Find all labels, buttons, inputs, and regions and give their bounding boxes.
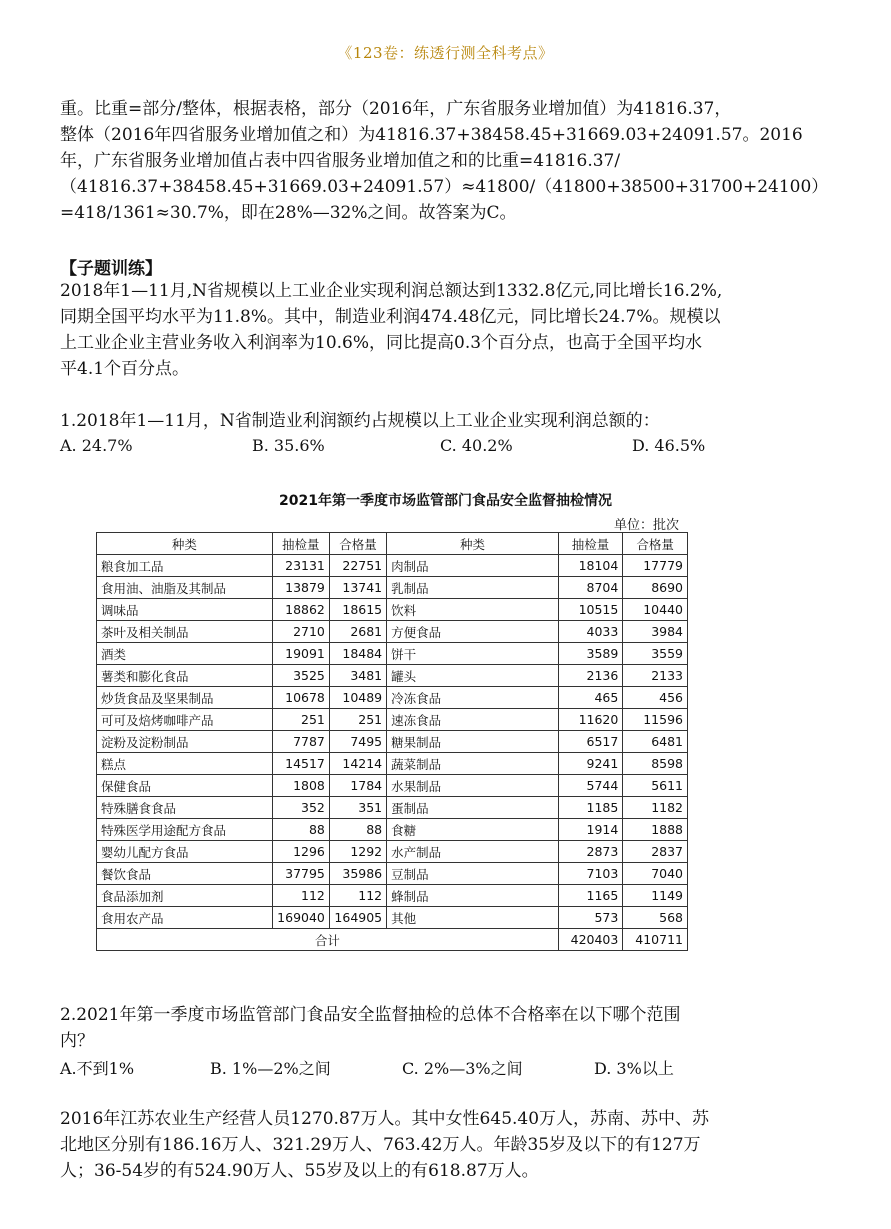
category-cell: 其他 [387, 907, 559, 929]
inspected-cell: 11620 [558, 709, 623, 731]
qualified-cell: 3481 [329, 665, 386, 687]
table-row [97, 841, 688, 863]
passage-line: 2018年1—11月,N省规模以上工业企业实现利润总额达到1332.8亿元,同比增长16.2%, [60, 281, 723, 301]
inspected-cell: 3589 [558, 643, 623, 665]
qualified-cell: 3559 [623, 643, 688, 665]
inspected-cell: 14517 [272, 753, 329, 775]
qualified-cell: 11596 [623, 709, 688, 731]
category-cell: 炒货食品及坚果制品 [97, 687, 273, 709]
passage-line: 2016年江苏农业生产经营人员1270.87万人。其中女性645.40万人，苏南、苏中、苏 [60, 1109, 710, 1129]
inspected-cell: 4033 [558, 621, 623, 643]
inspection-table [96, 532, 688, 951]
table-row [97, 709, 688, 731]
option-a[interactable]: A. 24.7% [60, 436, 133, 455]
category-cell: 饼干 [387, 643, 559, 665]
inspected-cell: 13879 [272, 577, 329, 599]
inspected-cell: 18862 [272, 599, 329, 621]
table-unit: 单位：批次 [614, 518, 680, 533]
passage-line: 北地区分别有186.16万人、321.29万人、763.42万人。年龄35岁及以下的有127万 [60, 1135, 701, 1155]
table-row [97, 665, 688, 687]
table-row [97, 753, 688, 775]
inspected-cell: 37795 [272, 863, 329, 885]
category-cell: 调味品 [97, 599, 273, 621]
inspected-cell: 10678 [272, 687, 329, 709]
category-cell: 肉制品 [387, 555, 559, 577]
inspected-cell: 88 [272, 819, 329, 841]
qualified-cell: 6481 [623, 731, 688, 753]
inspected-cell: 251 [272, 709, 329, 731]
category-cell: 食品添加剂 [97, 885, 273, 907]
inspected-cell: 1808 [272, 775, 329, 797]
table-row [97, 863, 688, 885]
qualified-cell: 8690 [623, 577, 688, 599]
header-inspected: 抽检量 [558, 533, 623, 555]
header-category: 种类 [97, 533, 273, 555]
qualified-cell: 456 [623, 687, 688, 709]
inspected-cell: 9241 [558, 753, 623, 775]
inspected-cell: 1296 [272, 841, 329, 863]
category-cell: 婴幼儿配方食品 [97, 841, 273, 863]
table-row [97, 643, 688, 665]
table-row [97, 885, 688, 907]
qualified-cell: 112 [329, 885, 386, 907]
category-cell: 乳制品 [387, 577, 559, 599]
inspected-cell: 10515 [558, 599, 623, 621]
table-title: 2021年第一季度市场监管部门食品安全监督抽检情况 [279, 493, 612, 509]
qualified-cell: 14214 [329, 753, 386, 775]
qualified-cell: 351 [329, 797, 386, 819]
category-cell: 水果制品 [387, 775, 559, 797]
header-qualified: 合格量 [623, 533, 688, 555]
category-cell: 粮食加工品 [97, 555, 273, 577]
category-cell: 特殊膳食食品 [97, 797, 273, 819]
question-2-stem-line: 2.2021年第一季度市场监管部门食品安全监督抽检的总体不合格率在以下哪个范围 [60, 1005, 681, 1025]
passage-line: 同期全国平均水平为11.8%。其中，制造业利润474.48亿元，同比增长24.7%。规模以 [60, 307, 721, 327]
qualified-cell: 2133 [623, 665, 688, 687]
category-cell: 特殊医学用途配方食品 [97, 819, 273, 841]
table-total-row [97, 929, 688, 951]
category-cell: 茶叶及相关制品 [97, 621, 273, 643]
question-2-options [60, 1056, 820, 1080]
book-header-title: 《123卷：练透行测全科考点》 [337, 44, 554, 62]
category-cell: 速冻食品 [387, 709, 559, 731]
qualified-cell: 1784 [329, 775, 386, 797]
option-b[interactable]: B. 1%—2%之间 [210, 1059, 331, 1078]
passage-line: 上工业企业主营业务收入利润率为10.6%，同比提高0.3个百分点，也高于全国平均水 [60, 333, 703, 353]
passage-line: 平4.1个百分点。 [60, 359, 190, 379]
category-cell: 食用农产品 [97, 907, 273, 929]
inspected-cell: 23131 [272, 555, 329, 577]
qualified-cell: 5611 [623, 775, 688, 797]
section-title: 【子题训练】 [60, 259, 162, 279]
table-row [97, 907, 688, 929]
category-cell: 糕点 [97, 753, 273, 775]
qualified-cell: 251 [329, 709, 386, 731]
qualified-cell: 1182 [623, 797, 688, 819]
qualified-cell: 7495 [329, 731, 386, 753]
option-a[interactable]: A.不到1% [60, 1059, 135, 1078]
question-1-options [60, 436, 820, 460]
qualified-cell: 568 [623, 907, 688, 929]
inspected-cell: 1185 [558, 797, 623, 819]
category-cell: 豆制品 [387, 863, 559, 885]
analysis-line: =418/1361≈30.7%，即在28%—32%之间。故答案为C。 [60, 203, 517, 223]
passage-line: 人；36-54岁的有524.90万人、55岁及以上的有618.87万人。 [60, 1161, 539, 1181]
inspected-cell: 7787 [272, 731, 329, 753]
inspected-cell: 8704 [558, 577, 623, 599]
inspected-cell: 18104 [558, 555, 623, 577]
option-c[interactable]: C. 2%—3%之间 [402, 1059, 523, 1078]
qualified-cell: 1292 [329, 841, 386, 863]
passage-1 [60, 278, 830, 382]
inspected-cell: 5744 [558, 775, 623, 797]
category-cell: 保健食品 [97, 775, 273, 797]
option-d[interactable]: D. 3%以上 [594, 1059, 674, 1078]
qualified-cell: 88 [329, 819, 386, 841]
question-2-stem-line: 内？ [60, 1031, 94, 1051]
analysis-paragraph [60, 96, 830, 226]
analysis-line: 年，广东省服务业增加值占表中四省服务业增加值之和的比重=41816.37/ [60, 151, 621, 171]
category-cell: 蔬菜制品 [387, 753, 559, 775]
qualified-cell: 17779 [623, 555, 688, 577]
qualified-cell: 18484 [329, 643, 386, 665]
category-cell: 淀粉及淀粉制品 [97, 731, 273, 753]
category-cell: 罐头 [387, 665, 559, 687]
analysis-line: 重。比重=部分/整体，根据表格，部分（2016年，广东省服务业增加值）为41816.37， [60, 99, 732, 119]
category-cell: 蛋制品 [387, 797, 559, 819]
inspected-cell: 2136 [558, 665, 623, 687]
category-cell: 饮料 [387, 599, 559, 621]
table-row [97, 555, 688, 577]
table-row [97, 599, 688, 621]
table-row [97, 775, 688, 797]
option-b[interactable]: B. 35.6% [252, 436, 325, 455]
header-category: 种类 [387, 533, 559, 555]
category-cell: 水产制品 [387, 841, 559, 863]
inspected-cell: 112 [272, 885, 329, 907]
table-row [97, 621, 688, 643]
table-row [97, 819, 688, 841]
inspected-cell: 6517 [558, 731, 623, 753]
inspected-cell: 465 [558, 687, 623, 709]
header-inspected: 抽检量 [272, 533, 329, 555]
qualified-cell: 164905 [329, 907, 386, 929]
option-d[interactable]: D. 46.5% [632, 436, 706, 455]
inspected-cell: 1914 [558, 819, 623, 841]
category-cell: 蜂制品 [387, 885, 559, 907]
inspected-cell: 169040 [272, 907, 329, 929]
category-cell: 可可及焙烤咖啡产品 [97, 709, 273, 731]
total-inspected: 420403 [558, 929, 623, 951]
table-row [97, 797, 688, 819]
question-1-stem: 1.2018年1—11月，N省制造业利润额约占规模以上工业企业实现利润总额的： [60, 411, 660, 431]
category-cell: 方便食品 [387, 621, 559, 643]
qualified-cell: 10489 [329, 687, 386, 709]
qualified-cell: 2681 [329, 621, 386, 643]
qualified-cell: 10440 [623, 599, 688, 621]
inspected-cell: 352 [272, 797, 329, 819]
header-qualified: 合格量 [329, 533, 386, 555]
table-row [97, 577, 688, 599]
inspected-cell: 1165 [558, 885, 623, 907]
inspected-cell: 3525 [272, 665, 329, 687]
inspected-cell: 2710 [272, 621, 329, 643]
qualified-cell: 3984 [623, 621, 688, 643]
table-row [97, 687, 688, 709]
qualified-cell: 7040 [623, 863, 688, 885]
inspected-cell: 19091 [272, 643, 329, 665]
inspected-cell: 2873 [558, 841, 623, 863]
total-qualified: 410711 [623, 929, 688, 951]
qualified-cell: 18615 [329, 599, 386, 621]
question-2-stem [60, 1002, 680, 1054]
inspected-cell: 573 [558, 907, 623, 929]
category-cell: 冷冻食品 [387, 687, 559, 709]
qualified-cell: 2837 [623, 841, 688, 863]
analysis-line: 整体（2016年四省服务业增加值之和）为41816.37+38458.45+31669.03+24091.57。2016 [60, 125, 803, 145]
qualified-cell: 1149 [623, 885, 688, 907]
category-cell: 酒类 [97, 643, 273, 665]
qualified-cell: 22751 [329, 555, 386, 577]
table-row [97, 731, 688, 753]
qualified-cell: 1888 [623, 819, 688, 841]
category-cell: 食糖 [387, 819, 559, 841]
table-header-row [97, 533, 688, 555]
analysis-line: （41816.37+38458.45+31669.03+24091.57）≈41800/（41800+38500+31700+24100） [60, 177, 829, 197]
option-c[interactable]: C. 40.2% [440, 436, 513, 455]
qualified-cell: 13741 [329, 577, 386, 599]
passage-2 [60, 1106, 830, 1184]
category-cell: 餐饮食品 [97, 863, 273, 885]
total-label: 合计 [97, 929, 559, 951]
category-cell: 薯类和膨化食品 [97, 665, 273, 687]
qualified-cell: 8598 [623, 753, 688, 775]
category-cell: 糖果制品 [387, 731, 559, 753]
qualified-cell: 35986 [329, 863, 386, 885]
category-cell: 食用油、油脂及其制品 [97, 577, 273, 599]
inspected-cell: 7103 [558, 863, 623, 885]
